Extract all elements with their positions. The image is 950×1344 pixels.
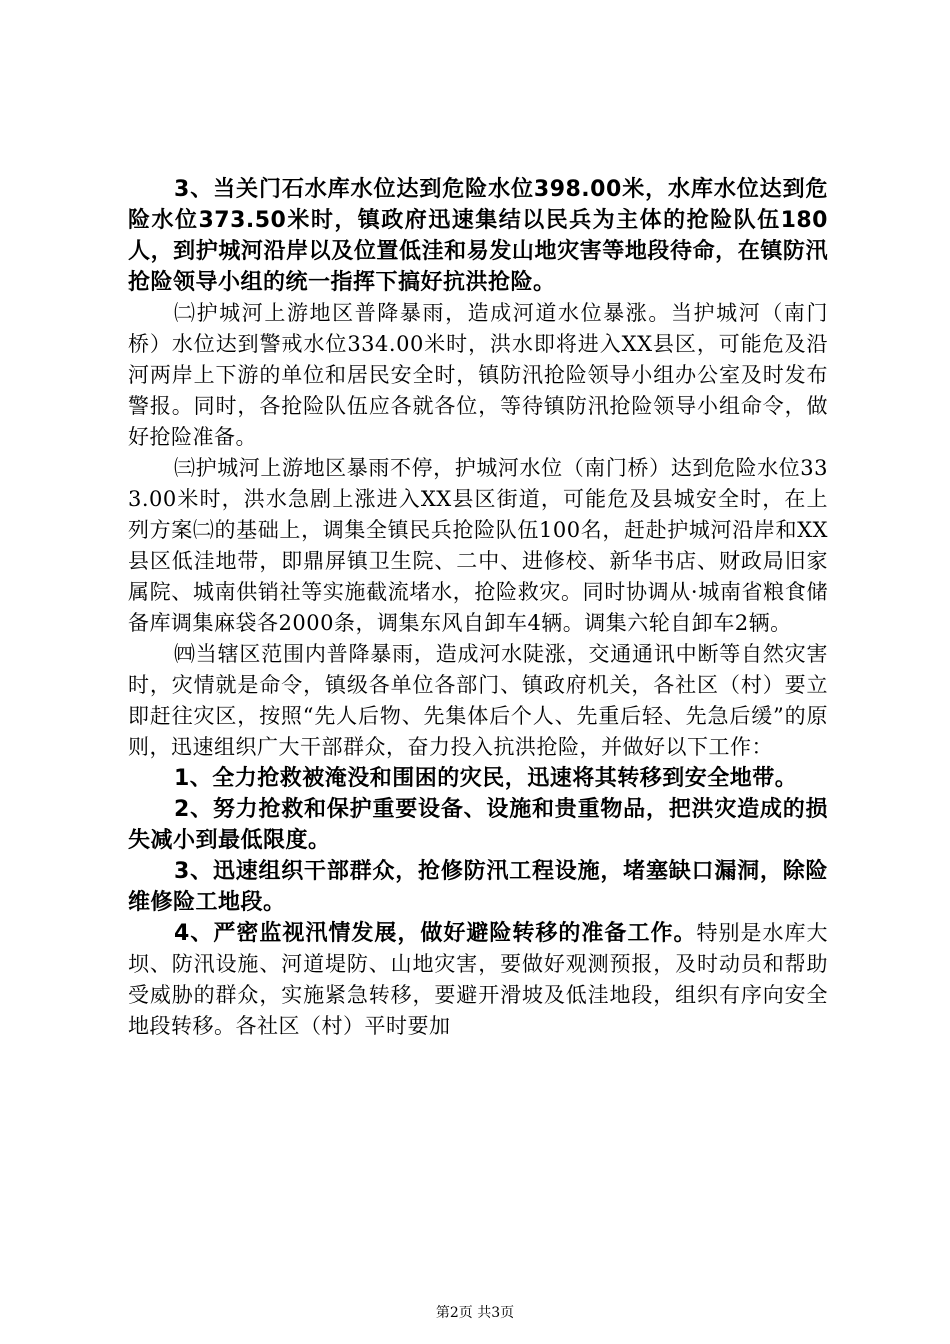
paragraph-section-4: ㈣当辖区范围内普降暴雨，造成河水陡涨，交通通讯中断等自然灾害时，灾情就是命令，镇级各单位各部门、镇政府机关，各社区（村）要立即赶往灾区，按照“先人后物、先集体后个人、先重后轻、先急后缓”的原则，迅速组织广大干部群众，奋力投入抗洪抢险，并做好以下工作：: [128, 642, 828, 759]
page-footer: 第2页 共3页: [435, 1305, 515, 1321]
paragraph-section-2: ㈡护城河上游地区普降暴雨，造成河道水位暴涨。当护城河（南门桥）水位达到警戒水位334.00米时，洪水即将进入XX县区，可能危及沿河两岸上下游的单位和居民安全时，镇防汛抢险领导小组办公室及时发布警报。同时，各抢险队伍应各就各位，等待镇防汛抢险领导小组命令，做好抢险准备。: [128, 301, 828, 449]
paragraph-item-3-reservoir: 3、当关门石水库水位达到危险水位398.00米，水库水位达到危险水位373.50米时，镇政府迅速集结以民兵为主体的抢险队伍180人，到护城河沿岸以及位置低洼和易发山地灾害等地段待命，在镇防汛抢险领导小组的统一指挥下搞好抗洪抢险。: [128, 177, 828, 295]
paragraph-task-2: 2、努力抢救和保护重要设备、设施和贵重物品，把洪灾造成的损失减小到最低限度。: [128, 797, 828, 853]
document-body: [128, 174, 828, 1042]
task-4-heading: 4、严密监视汛情发展，做好避险转移的准备工作。: [174, 921, 697, 946]
paragraph-task-4: [128, 918, 828, 1042]
task-4-body: 特别是水库大坝、防汛设施、河道堤防、山地灾害，要做好观测预报，及时动员和帮助受威胁的群众，实施紧急转移，要避开滑坡及低洼地段，组织有序向安全地段转移。各社区（村）平时要加: [128, 921, 829, 1038]
paragraph-task-1: 1、全力抢救被淹没和围困的灾民，迅速将其转移到安全地带。: [174, 766, 798, 791]
paragraph-section-3: ㈢护城河上游地区暴雨不停，护城河水位（南门桥）达到危险水位333.00米时，洪水急剧上涨进入XX县区街道，可能危及县城安全时，在上列方案㈡的基础上，调集全镇民兵抢险队伍100名，赶赴护城河沿岸和XX县区低洼地带，即鼎屏镇卫生院、二中、进修校、新华书店、财政局旧家属院、城南供销社等实施截流堵水，抢险救灾。同时协调从·城南省粮食储备库调集麻袋各2000条，调集东风自卸车4辆。调集六轮自卸车2辆。: [128, 456, 828, 635]
paragraph-task-3: 3、迅速组织干部群众，抢修防汛工程设施，堵塞缺口漏洞，除险维修险工地段。: [128, 859, 828, 915]
